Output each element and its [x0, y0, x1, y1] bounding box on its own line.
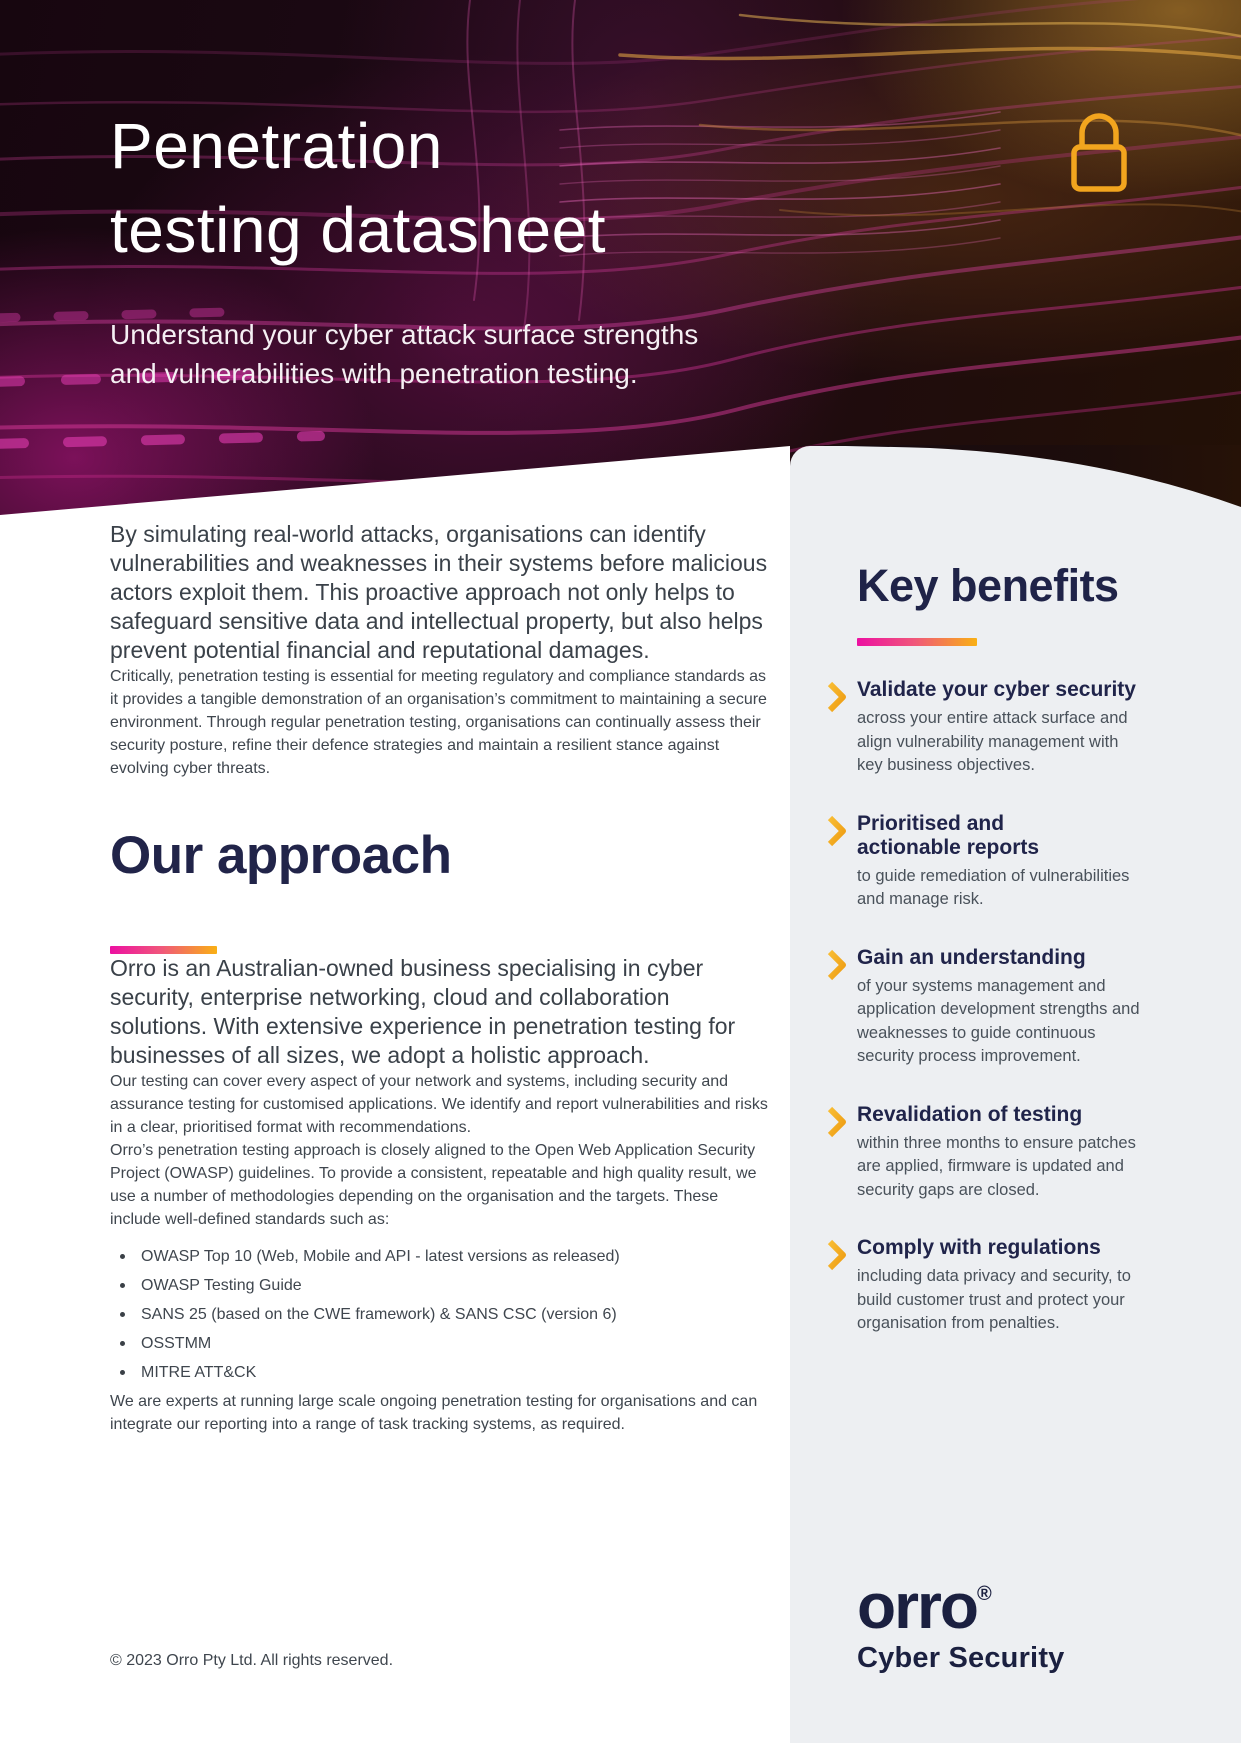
benefit-body: across your entire attack surface and align vulnerability management with key business objectives.: [857, 709, 1128, 774]
benefit-item: [827, 946, 1211, 1069]
chevron-right-icon: [827, 1236, 847, 1271]
orro-logo-subtext: Cyber Security: [857, 1642, 1065, 1674]
orro-logo: [857, 1564, 1065, 1675]
benefit-body: within three months to ensure patches are applied, firmware is updated and security gaps are closed.: [857, 1133, 1136, 1199]
standards-list: [110, 1245, 770, 1384]
key-benefits-title: Key benefits: [857, 560, 1119, 611]
approach-lead-paragraph: Orro is an Australian-owned business specialising in cyber security, enterprise networking, cloud and collaboration solutions. With extensive experience in penetration testing for businesses of all sizes, we adopt a holistic approach.: [110, 955, 736, 1068]
benefit-item: [827, 1236, 1211, 1336]
orro-wordmark: orro®: [857, 1570, 992, 1642]
page-title-line2: testing datasheet: [110, 194, 606, 266]
section-title-our-approach: Our approach: [110, 826, 452, 885]
closing-paragraph: We are experts at running large scale ongoing penetration testing for organisations and can integrate our reporting into a range of task tracking systems, as required.: [110, 1393, 758, 1433]
list-item: OSSTMM: [110, 1332, 770, 1355]
chevron-right-icon: [827, 1103, 847, 1138]
benefit-title: Prioritised and actionable reports: [857, 811, 1040, 859]
list-item: MITRE ATT&CK: [110, 1361, 770, 1384]
page-title-line1: Penetration: [110, 110, 443, 182]
chevron-right-icon: [827, 946, 847, 981]
benefit-body: of your systems management and application development strengths and weaknesses to guide continuous security process improvement.: [857, 976, 1140, 1065]
gradient-underline: [110, 946, 217, 954]
main-column: [110, 520, 770, 1436]
list-item: OWASP Testing Guide: [110, 1274, 770, 1297]
benefit-body: to guide remediation of vulnerabilities and manage risk.: [857, 866, 1130, 908]
benefit-item: [827, 1103, 1211, 1203]
chevron-right-icon: [827, 678, 847, 713]
registered-mark: ®: [977, 1583, 992, 1605]
intro-body-paragraph: Critically, penetration testing is essential for meeting regulatory and compliance standards as it provides a tangible demonstration of an organisation’s commitment to maintaining a secure environment. Through regular penetration testing, organisations can continually assess their security posture, refine their defence strategies and maintain a resilient stance against evolving cyber threats.: [110, 668, 767, 777]
approach-paragraph: Orro’s penetration testing approach is closely aligned to the Open Web Application Security Project (OWASP) guidelines. To provide a consistent, repeatable and high quality result, we use a number of methodologies depending on the organisation and the targets. These include well-defined standards such as:: [110, 1142, 757, 1228]
benefit-title: Validate your cyber security: [857, 678, 1136, 701]
key-benefits-panel: [790, 446, 1241, 1743]
copyright-notice: © 2023 Orro Pty Ltd. All rights reserved.: [110, 1652, 394, 1669]
header-bottom-wedge: [0, 440, 790, 525]
benefit-title: Gain an understanding: [857, 945, 1086, 969]
benefits-list: [827, 678, 1211, 1336]
chevron-right-icon: [827, 812, 847, 847]
benefit-title: Revalidation of testing: [857, 1102, 1083, 1126]
page-subtitle: Understand your cyber attack surface strengths and vulnerabilities with penetration testing.: [110, 319, 699, 389]
benefit-title: Comply with regulations: [857, 1236, 1101, 1259]
approach-paragraph: Our testing can cover every aspect of your network and systems, including security and assurance testing for customised applications. We identify and report vulnerabilities and risks in a clear, prioritised format with recommendations.: [110, 1073, 768, 1136]
page-title: [110, 104, 698, 272]
gradient-underline: [857, 638, 977, 646]
list-item: SANS 25 (based on the CWE framework) & SANS CSC (version 6): [110, 1303, 770, 1326]
benefit-body: including data privacy and security, to build customer trust and protect your organisation from penalties.: [857, 1267, 1131, 1332]
benefit-item: [827, 678, 1211, 778]
benefit-item: [827, 812, 1211, 912]
lock-icon: [1070, 111, 1128, 193]
intro-lead-paragraph: By simulating real-world attacks, organisations can identify vulnerabilities and weaknesses in their systems before malicious actors exploit them. This proactive approach not only helps to safeguard sensitive data and intellectual property, but also helps prevent potential financial and reputational damages.: [110, 521, 768, 663]
list-item: OWASP Top 10 (Web, Mobile and API - latest versions as released): [110, 1245, 770, 1268]
